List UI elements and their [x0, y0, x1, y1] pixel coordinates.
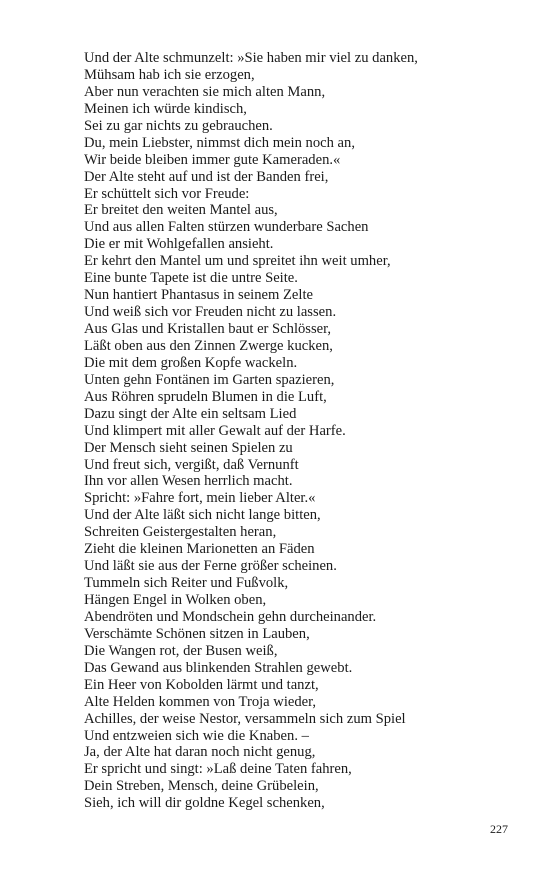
poem-line: Ihn vor allen Wesen herrlich macht. [84, 473, 293, 490]
poem-line: Er schüttelt sich vor Freude: [84, 185, 250, 202]
poem-line: Und der Alte läßt sich nicht lange bitten, [84, 507, 321, 524]
poem-text [84, 50, 524, 812]
poem-line: Dazu singt der Alte ein seltsam Lied [84, 405, 297, 422]
poem-line: Ein Heer von Kobolden lärmt und tanzt, [84, 676, 319, 693]
poem-line: Die er mit Wohlgefallen ansieht. [84, 236, 274, 253]
poem-line: Achilles, der weise Nestor, versammeln sich zum Spiel [84, 710, 406, 727]
poem-line: Er breitet den weiten Mantel aus, [84, 202, 278, 219]
poem-line: Die mit dem großen Kopfe wackeln. [84, 354, 298, 371]
poem-line: Mühsam hab ich sie erzogen, [84, 66, 255, 83]
poem-line: Ja, der Alte hat daran noch nicht genug, [84, 744, 316, 761]
poem-line: Und entzweien sich wie die Knaben. – [84, 727, 309, 744]
poem-line: Und klimpert mit aller Gewalt auf der Harfe. [84, 422, 346, 439]
poem-line: Tummeln sich Reiter und Fußvolk, [84, 575, 289, 592]
poem-line: Der Alte steht auf und ist der Banden frei, [84, 168, 329, 185]
poem-line: Verschämte Schönen sitzen in Lauben, [84, 625, 310, 642]
poem-line: Dein Streben, Mensch, deine Grübelein, [84, 778, 319, 795]
poem-line: Abendröten und Mondschein gehn durcheinander. [84, 608, 377, 625]
poem-line: Und freut sich, vergißt, daß Vernunft [84, 456, 299, 473]
poem-line: Eine bunte Tapete ist die untre Seite. [84, 270, 298, 287]
poem-line: Wir beide bleiben immer gute Kameraden.« [84, 151, 341, 168]
poem-line: Er spricht und singt: »Laß deine Taten fahren, [84, 761, 352, 778]
poem-line: Er kehrt den Mantel um und spreitet ihn weit umher, [84, 253, 391, 270]
page-number: 227 [490, 822, 508, 836]
poem-line: Läßt oben aus den Zinnen Zwerge kucken, [84, 337, 333, 354]
poem-line: Und aus allen Falten stürzen wunderbare Sachen [84, 219, 369, 236]
poem-line: Aus Glas und Kristallen baut er Schlösser, [84, 321, 332, 337]
poem-line: Und weiß sich vor Freuden nicht zu lassen. [84, 304, 337, 321]
poem-line: Der Mensch sieht seinen Spielen zu [84, 439, 293, 456]
poem-line: Und läßt sie aus der Ferne größer scheinen. [84, 558, 337, 575]
poem-line: Alte Helden kommen von Troja wieder, [84, 693, 317, 710]
poem-line: Spricht: »Fahre fort, mein lieber Alter.« [84, 490, 316, 507]
poem-line: Hängen Engel in Wolken oben, [84, 592, 267, 608]
poem-line: Die Wangen rot, der Busen weiß, [84, 642, 278, 659]
poem-line: Sieh, ich will dir goldne Kegel schenken, [84, 795, 325, 812]
poem-line: Du, mein Liebster, nimmst dich mein noch an, [84, 134, 355, 151]
poem-line: Aber nun verachten sie mich alten Mann, [84, 83, 326, 100]
poem-line: Das Gewand aus blinkenden Strahlen gewebt. [84, 659, 353, 676]
poem-line: Sei zu gar nichts zu gebrauchen. [84, 117, 273, 134]
poem-line: Und der Alte schmunzelt: »Sie haben mir viel zu danken, [84, 50, 418, 66]
poem-line: Aus Röhren sprudeln Blumen in die Luft, [84, 388, 327, 405]
poem-line: Meinen ich würde kindisch, [84, 100, 247, 117]
poem-line: Nun hantiert Phantasus in seinem Zelte [84, 287, 313, 304]
poem-line: Unten gehn Fontänen im Garten spazieren, [84, 371, 335, 388]
poem-line: Schreiten Geistergestalten heran, [84, 524, 277, 541]
poem-line: Zieht die kleinen Marionetten an Fäden [84, 541, 315, 558]
